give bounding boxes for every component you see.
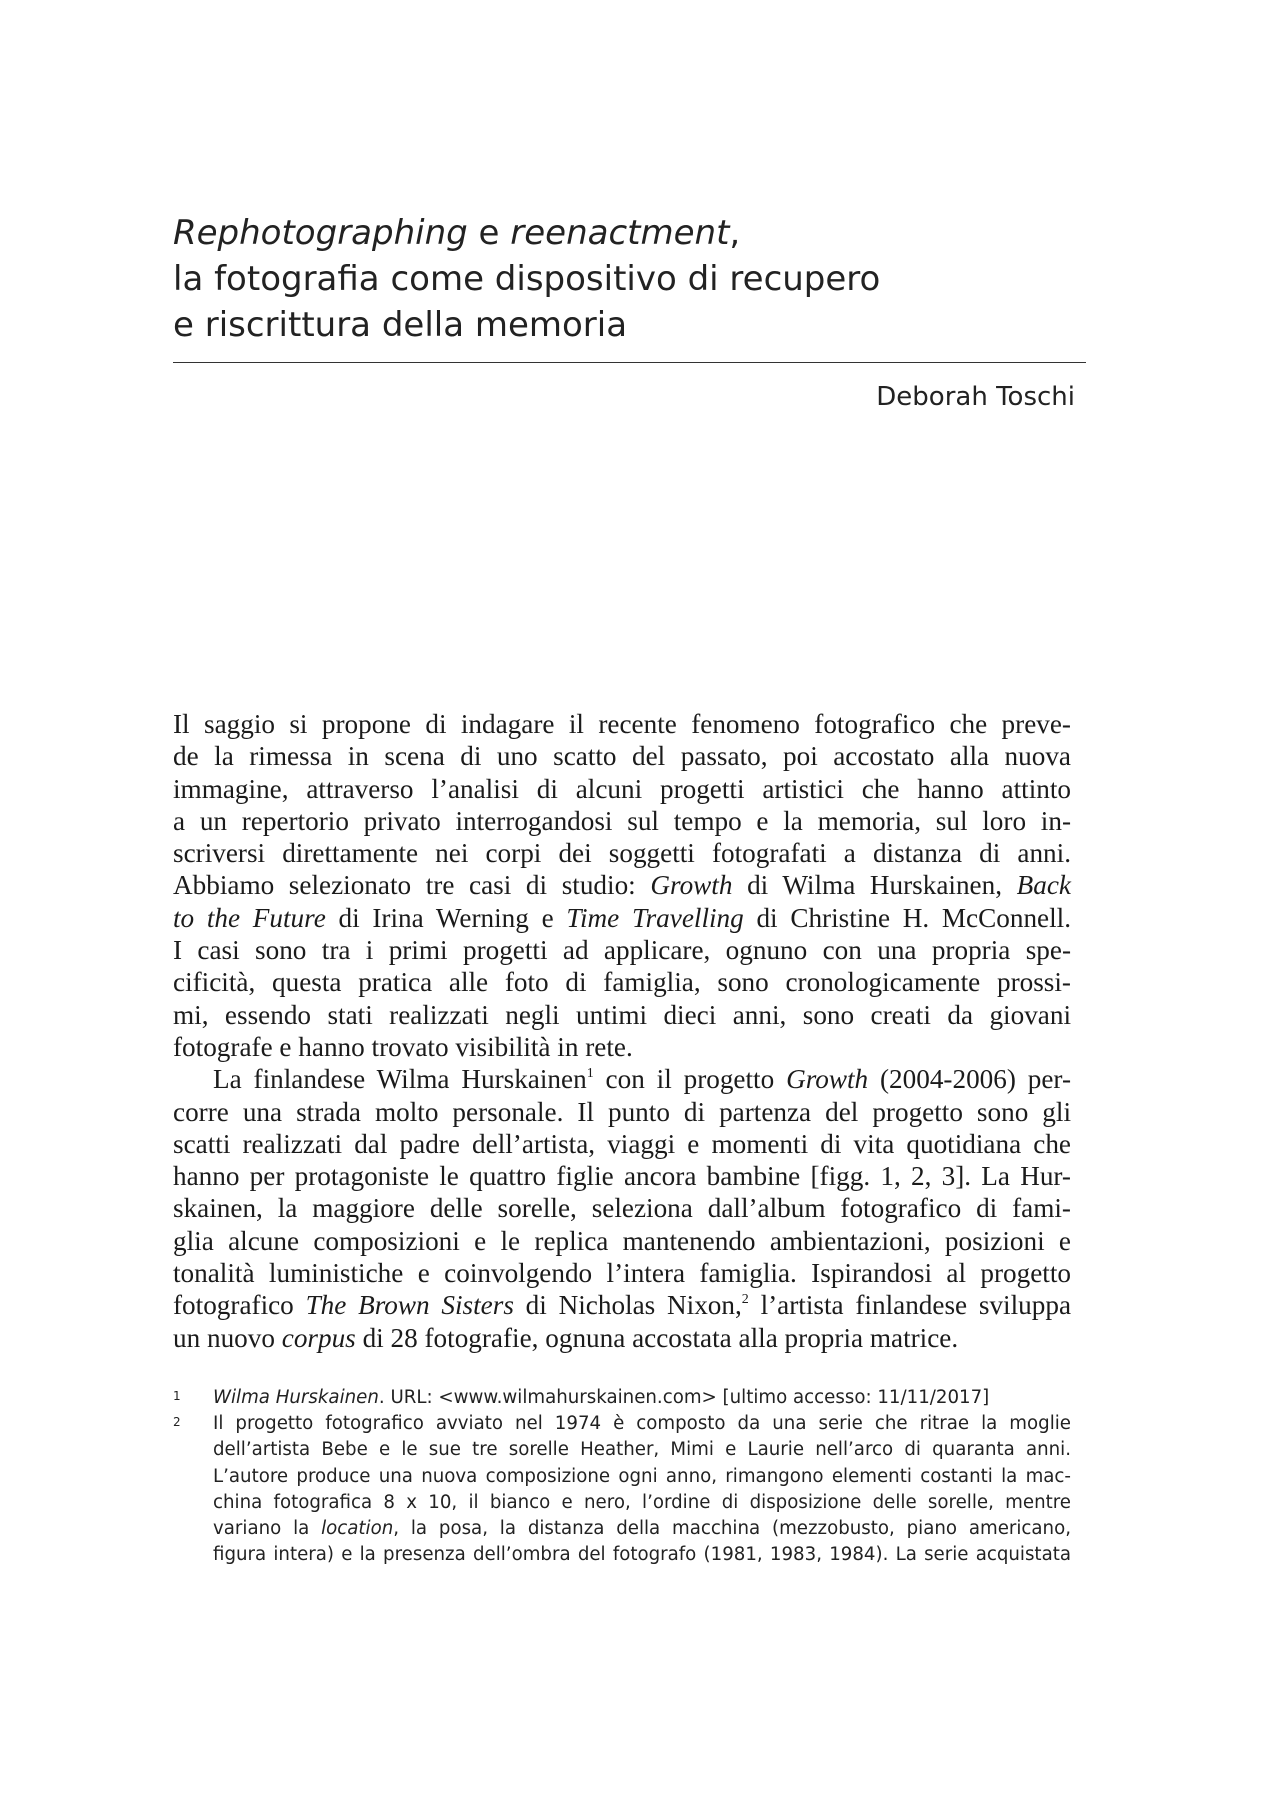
footnote-url[interactable]: . URL: <www.wilmahurskainen.com> [ultimo accesso: 11/11/2017]: [378, 1387, 990, 1408]
article-body: [173, 708, 1071, 1354]
body-line: [173, 1322, 1071, 1354]
body-text-run: di Wilma Hurskainen,: [732, 870, 1017, 901]
footnote-line: [213, 1385, 1071, 1411]
title-italic-reenactment: reenactment: [510, 213, 730, 253]
body-text-run: con il progetto: [593, 1064, 787, 1095]
work-title-brown-sisters: The Brown Sisters: [305, 1290, 514, 1321]
footnote-number: 1: [173, 1389, 181, 1403]
body-text-run: di Christine H. McConnell.: [743, 902, 1072, 933]
title-line-2: la fotografia come dispositivo di recupero: [173, 259, 881, 299]
work-title-growth: Growth: [786, 1064, 869, 1095]
body-line: [173, 1063, 1071, 1095]
work-title-to-the-future: to the Future: [173, 902, 326, 933]
footnote-line: [213, 1516, 1071, 1542]
body-line: tonalità luministiche e coinvolgendo l’intera famiglia. Ispirandosi al progetto: [173, 1258, 1071, 1289]
body-text-run: di 28 fotografie, ognuna accostata alla propria matrice.: [355, 1322, 959, 1353]
footnote-line: dell’artista Bebe e le sue tre sorelle Heather, Mimi e Laurie nell’arco di quaranta anni.: [213, 1439, 1071, 1461]
footnote-line: L’autore produce una nuova composizione ogni anno, rimangono elementi costanti la mac-: [213, 1465, 1071, 1487]
footnotes: [173, 1385, 1071, 1568]
title-italic-rephotographing: Rephotographing: [173, 213, 468, 253]
body-line: [173, 1289, 1071, 1321]
footnote-source-title: Wilma Hurskainen: [213, 1387, 379, 1408]
body-text-run: fotografico: [173, 1290, 306, 1321]
title-line-1: [173, 210, 1073, 256]
body-line: glia alcune composizioni e le replica mantenendo ambientazioni, posizioni e: [173, 1225, 1071, 1256]
body-line: Il saggio si propone di indagare il recente fenomeno fotografico che preve-: [173, 709, 1071, 739]
footnote-text-run: variano la: [213, 1518, 322, 1540]
title-comma: ,: [729, 213, 741, 253]
body-line: [173, 902, 1071, 934]
footnote-1: [173, 1385, 1071, 1411]
footnote-number: 2: [173, 1415, 181, 1430]
body-line: I casi sono tra i primi progetti ad applicare, ognuno con una propria spe-: [173, 935, 1071, 966]
footnote-2: [173, 1411, 1071, 1568]
work-title-time-travelling: Time Travelling: [566, 902, 744, 933]
body-line: scriversi direttamente nei corpi dei soggetti fotografati a distanza di anni.: [173, 838, 1071, 869]
body-text-run: La finlandese Wilma Hurskainen: [213, 1064, 587, 1095]
body-line: [173, 869, 1071, 901]
body-line: de la rimessa in scena di uno scatto del passato, poi accostato alla nuova: [173, 741, 1071, 772]
body-line: skainen, la maggiore delle sorelle, seleziona dall’album fotografico di fami-: [173, 1193, 1071, 1224]
title-conjunction: e: [467, 213, 511, 253]
article-title: [173, 210, 1073, 348]
body-text-run: Abbiamo selezionato tre casi di studio:: [173, 870, 651, 901]
work-title-back: Back: [1016, 870, 1071, 901]
title-line-3: e riscrittura della memoria: [173, 305, 628, 345]
body-line: immagine, attraverso l’analisi di alcuni progetti artistici che hanno attinto: [173, 773, 1071, 804]
italic-location: location: [321, 1518, 394, 1540]
footnote-line: Il progetto fotografico avviato nel 1974 è composto da una serie che ritrae la moglie: [213, 1413, 1071, 1435]
body-text-run: un nuovo: [173, 1322, 282, 1353]
body-line: mi, essendo stati realizzati negli untimi dieci anni, sono creati da giovani: [173, 999, 1071, 1030]
body-line: a un repertorio privato interrogandosi sul tempo e la memoria, sul loro in-: [173, 805, 1071, 836]
body-text-run: l’artista finlandese sviluppa: [748, 1290, 1072, 1321]
title-divider: [173, 362, 1086, 363]
body-line: fotografe e hanno trovato visibilità in rete.: [173, 1031, 633, 1062]
italic-corpus: corpus: [281, 1322, 356, 1353]
body-text-run: (2004-2006) per-: [868, 1064, 1071, 1095]
footnote-ref-2[interactable]: 2: [741, 1292, 749, 1308]
body-text-run: di Nicholas Nixon,: [513, 1290, 742, 1321]
author-name: Deborah Toschi: [876, 382, 1075, 412]
body-text-run: di Irina Werning e: [325, 902, 567, 933]
body-line: scatti realizzati dal padre dell’artista, viaggi e momenti di vita quotidiana che: [173, 1128, 1071, 1159]
body-line: hanno per protagoniste le quattro figlie ancora bambine [figg. 1, 2, 3]. La Hur-: [173, 1161, 1071, 1192]
body-line: cificità, questa pratica alle foto di famiglia, sono cronologicamente prossi-: [173, 967, 1071, 998]
footnote-line: figura intera) e la presenza dell’ombra del fotografo (1981, 1983, 1984). La serie acquistata: [213, 1544, 1071, 1566]
footnote-line: china fotografica 8 x 10, il bianco e nero, l’ordine di disposizione delle sorelle, mentre: [213, 1491, 1071, 1513]
footnote-text-run: , la posa, la distanza della macchina (mezzobusto, piano americano,: [393, 1518, 1071, 1540]
body-line: corre una strada molto personale. Il punto di partenza del progetto sono gli: [173, 1096, 1071, 1127]
footnote-ref-1[interactable]: 1: [586, 1066, 594, 1082]
work-title-growth: Growth: [650, 870, 733, 901]
